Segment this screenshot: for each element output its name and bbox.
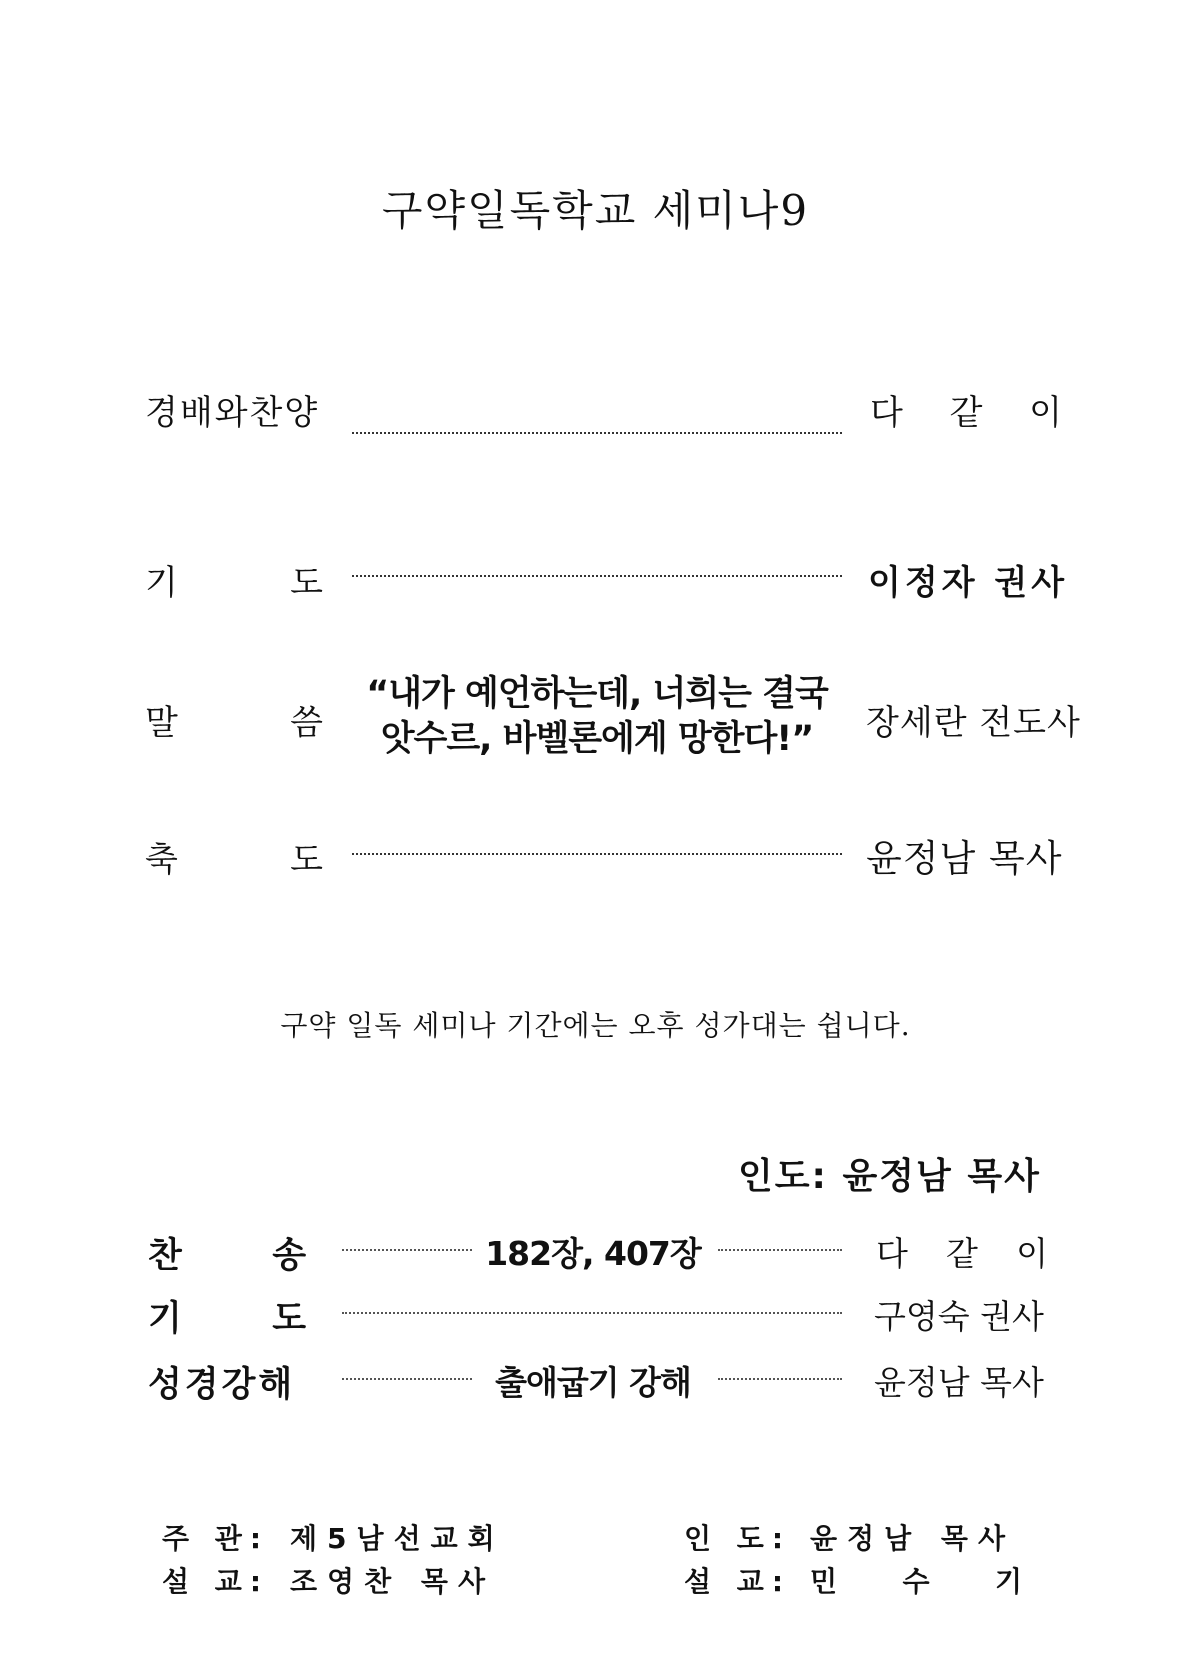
sermon-title-line: “내가 예언하는데, 너희는 결국 bbox=[366, 674, 828, 714]
sermon-value bbox=[810, 1560, 1022, 1600]
sermon-label: 설 교: bbox=[684, 1565, 792, 1598]
label-char: 도 bbox=[290, 840, 323, 880]
prayer-person: 이정자 권사 bbox=[868, 563, 1069, 603]
label-char: 축 bbox=[145, 840, 178, 880]
dotted-leader bbox=[352, 575, 842, 577]
dotted-leader bbox=[352, 853, 842, 855]
label-char: 찬 bbox=[148, 1236, 182, 1276]
prayer-person-2: 구영숙 권사 bbox=[874, 1297, 1044, 1336]
preacher-label: 설 교: bbox=[162, 1565, 270, 1598]
right-char: 같 bbox=[949, 393, 983, 433]
sermon-title-line: 앗수르, 바벨론에게 망한다!” bbox=[380, 719, 814, 759]
page-title: 구약일독학교 세미나9 bbox=[381, 186, 810, 235]
bible-lecture-label: 성경강해 bbox=[148, 1365, 296, 1405]
label-char: 송 bbox=[272, 1236, 306, 1276]
hymn-label bbox=[148, 1228, 306, 1278]
benediction-person: 윤정남 목사 bbox=[866, 837, 1063, 880]
right-char: 같 bbox=[946, 1234, 978, 1273]
label-char: 말 bbox=[145, 703, 178, 743]
footer-char: 기 bbox=[994, 1565, 1022, 1598]
word-label bbox=[145, 695, 323, 744]
label-char: 기 bbox=[148, 1299, 182, 1339]
right-char: 이 bbox=[1016, 1234, 1048, 1273]
footer-char: 민 bbox=[810, 1565, 838, 1598]
lecturer-name: 윤정남 목사 bbox=[874, 1363, 1044, 1402]
footer-char: 수 bbox=[902, 1565, 930, 1598]
preacher-name: 장세란 전도사 bbox=[866, 703, 1081, 743]
right-char: 다 bbox=[870, 393, 903, 433]
worship-right bbox=[870, 385, 1062, 434]
dotted-leader bbox=[718, 1249, 842, 1251]
prayer-label-2 bbox=[148, 1291, 306, 1341]
label-char: 기 bbox=[145, 563, 178, 603]
preacher-value: 조영찬 목사 bbox=[290, 1565, 495, 1598]
dotted-leader bbox=[718, 1378, 842, 1380]
lecture-title: 출애굽기 강해 bbox=[495, 1363, 691, 1402]
hymn-right bbox=[876, 1228, 1048, 1275]
benediction-label bbox=[145, 832, 323, 881]
leader-value: 윤정남 목사 bbox=[810, 1522, 1015, 1555]
sermon-title bbox=[352, 672, 842, 762]
notice-text: 구약 일독 세미나 기간에는 오후 성가대는 쉽니다. bbox=[280, 1009, 911, 1042]
dotted-leader bbox=[352, 432, 842, 434]
right-char: 이 bbox=[1029, 393, 1062, 433]
section-leader: 인도: 윤정남 목사 bbox=[738, 1156, 1041, 1197]
dotted-leader bbox=[342, 1378, 472, 1380]
label-char: 도 bbox=[290, 563, 323, 603]
host-label: 주 관: bbox=[162, 1522, 270, 1555]
hymn-numbers: 182장, 407장 bbox=[485, 1234, 701, 1273]
dotted-leader bbox=[342, 1249, 472, 1251]
label-char: 도 bbox=[272, 1299, 306, 1339]
dotted-leader bbox=[342, 1312, 842, 1314]
worship-label: 경배와찬양 bbox=[145, 393, 320, 433]
right-char: 다 bbox=[876, 1234, 908, 1273]
host-value: 제5남선교회 bbox=[290, 1522, 505, 1555]
leader-label: 인 도: bbox=[684, 1522, 792, 1555]
prayer-label bbox=[145, 555, 323, 604]
label-char: 씀 bbox=[290, 703, 323, 743]
